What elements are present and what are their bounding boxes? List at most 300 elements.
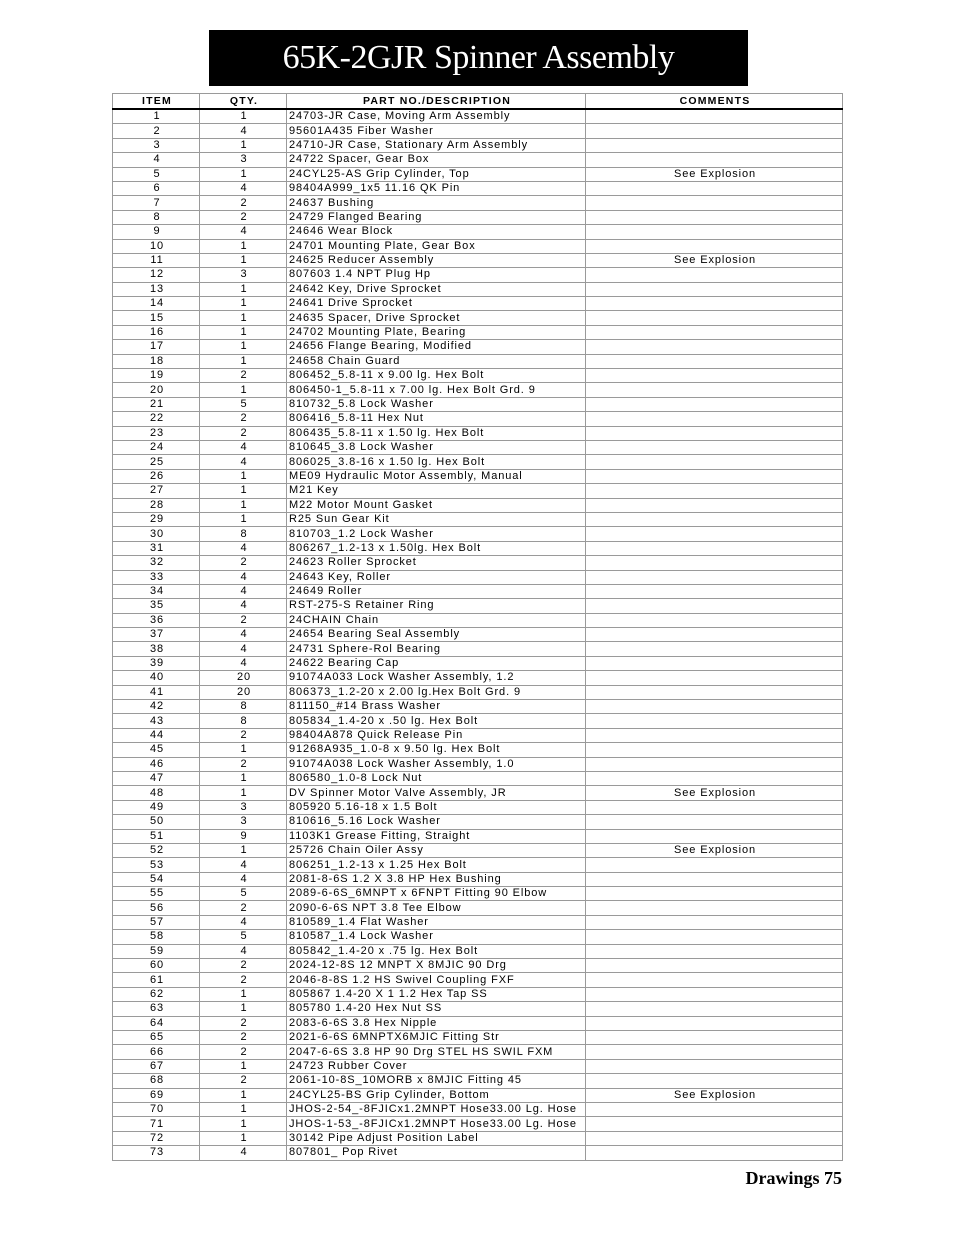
table-row xyxy=(113,829,843,843)
header-comments: COMMENTS xyxy=(586,94,843,110)
table-row xyxy=(113,225,843,239)
comments-cell xyxy=(586,815,843,829)
comments-cell xyxy=(586,1146,843,1160)
description-cell: 98404A878 Quick Release Pin xyxy=(287,728,586,742)
item-number-cell: 71 xyxy=(113,1117,200,1131)
item-number-cell: 26 xyxy=(113,469,200,483)
quantity-cell: 4 xyxy=(200,642,287,656)
quantity-cell: 1 xyxy=(200,843,287,857)
description-cell: RST-275-S Retainer Ring xyxy=(287,599,586,613)
comments-cell xyxy=(586,138,843,152)
quantity-cell: 1 xyxy=(200,109,287,124)
item-number-cell: 24 xyxy=(113,440,200,454)
item-number-cell: 14 xyxy=(113,297,200,311)
table-row xyxy=(113,412,843,426)
description-cell: 805842_1.4-20 x .75 lg. Hex Bolt xyxy=(287,944,586,958)
quantity-cell: 1 xyxy=(200,1002,287,1016)
quantity-cell: 5 xyxy=(200,397,287,411)
table-row xyxy=(113,181,843,195)
item-number-cell: 18 xyxy=(113,354,200,368)
item-number-cell: 34 xyxy=(113,584,200,598)
description-cell: 810589_1.4 Flat Washer xyxy=(287,915,586,929)
item-number-cell: 59 xyxy=(113,944,200,958)
description-cell: 91074A033 Lock Washer Assembly, 1.2 xyxy=(287,671,586,685)
item-number-cell: 56 xyxy=(113,901,200,915)
quantity-cell: 1 xyxy=(200,282,287,296)
comments-cell xyxy=(586,959,843,973)
comments-cell xyxy=(586,196,843,210)
table-row xyxy=(113,959,843,973)
quantity-cell: 1 xyxy=(200,167,287,181)
comments-cell xyxy=(586,325,843,339)
description-cell: 24622 Bearing Cap xyxy=(287,656,586,670)
table-row xyxy=(113,325,843,339)
item-number-cell: 30 xyxy=(113,527,200,541)
quantity-cell: 1 xyxy=(200,786,287,800)
quantity-cell: 1 xyxy=(200,311,287,325)
comments-cell xyxy=(586,369,843,383)
quantity-cell: 4 xyxy=(200,181,287,195)
quantity-cell: 2 xyxy=(200,210,287,224)
table-row xyxy=(113,455,843,469)
comments-cell xyxy=(586,743,843,757)
comments-cell xyxy=(586,181,843,195)
description-cell: 806025_3.8-16 x 1.50 lg. Hex Bolt xyxy=(287,455,586,469)
description-cell: 24658 Chain Guard xyxy=(287,354,586,368)
item-number-cell: 2 xyxy=(113,124,200,138)
comments-cell xyxy=(586,1074,843,1088)
comments-cell xyxy=(586,1002,843,1016)
item-number-cell: 13 xyxy=(113,282,200,296)
comments-cell xyxy=(586,915,843,929)
item-number-cell: 17 xyxy=(113,340,200,354)
item-number-cell: 73 xyxy=(113,1146,200,1160)
description-cell: 24703-JR Case, Moving Arm Assembly xyxy=(287,109,586,124)
table-row xyxy=(113,628,843,642)
table-row xyxy=(113,109,843,124)
item-number-cell: 42 xyxy=(113,700,200,714)
comments-cell: See Explosion xyxy=(586,167,843,181)
description-cell: 2089-6-6S_6MNPT x 6FNPT Fitting 90 Elbow xyxy=(287,887,586,901)
table-row xyxy=(113,239,843,253)
comments-cell xyxy=(586,124,843,138)
item-number-cell: 60 xyxy=(113,959,200,973)
quantity-cell: 4 xyxy=(200,584,287,598)
description-cell: 806416_5.8-11 Hex Nut xyxy=(287,412,586,426)
comments-cell xyxy=(586,570,843,584)
quantity-cell: 2 xyxy=(200,196,287,210)
table-row xyxy=(113,1131,843,1145)
quantity-cell: 2 xyxy=(200,369,287,383)
item-number-cell: 16 xyxy=(113,325,200,339)
table-row xyxy=(113,1074,843,1088)
table-header-row xyxy=(113,94,843,110)
description-cell: 805834_1.4-20 x .50 lg. Hex Bolt xyxy=(287,714,586,728)
table-row xyxy=(113,743,843,757)
description-cell: 2046-8-8S 1.2 HS Swivel Coupling FXF xyxy=(287,973,586,987)
item-number-cell: 36 xyxy=(113,613,200,627)
description-cell: 806373_1.2-20 x 2.00 lg.Hex Bolt Grd. 9 xyxy=(287,685,586,699)
comments-cell xyxy=(586,239,843,253)
quantity-cell: 2 xyxy=(200,556,287,570)
comments-cell xyxy=(586,383,843,397)
comments-cell xyxy=(586,210,843,224)
quantity-cell: 4 xyxy=(200,599,287,613)
quantity-cell: 1 xyxy=(200,1131,287,1145)
table-row xyxy=(113,268,843,282)
table-row xyxy=(113,1016,843,1030)
comments-cell: See Explosion xyxy=(586,253,843,267)
page-footer: Drawings 75 xyxy=(745,1168,842,1188)
comments-cell xyxy=(586,901,843,915)
quantity-cell: 4 xyxy=(200,1146,287,1160)
description-cell: 810703_1.2 Lock Washer xyxy=(287,527,586,541)
table-row xyxy=(113,872,843,886)
table-row xyxy=(113,196,843,210)
description-cell: 806450-1_5.8-11 x 7.00 lg. Hex Bolt Grd. 9 xyxy=(287,383,586,397)
quantity-cell: 4 xyxy=(200,124,287,138)
table-row xyxy=(113,887,843,901)
table-row xyxy=(113,671,843,685)
description-cell: 2061-10-8S_10MORB x 8MJIC Fitting 45 xyxy=(287,1074,586,1088)
item-number-cell: 40 xyxy=(113,671,200,685)
description-cell: 30142 Pipe Adjust Position Label xyxy=(287,1131,586,1145)
comments-cell: See Explosion xyxy=(586,1088,843,1102)
item-number-cell: 38 xyxy=(113,642,200,656)
item-number-cell: 51 xyxy=(113,829,200,843)
comments-cell xyxy=(586,1016,843,1030)
quantity-cell: 2 xyxy=(200,728,287,742)
comments-cell xyxy=(586,1117,843,1131)
table-row xyxy=(113,484,843,498)
table-row xyxy=(113,282,843,296)
table-row xyxy=(113,469,843,483)
description-cell: 807603 1.4 NPT Plug Hp xyxy=(287,268,586,282)
item-number-cell: 28 xyxy=(113,498,200,512)
quantity-cell: 1 xyxy=(200,340,287,354)
item-number-cell: 33 xyxy=(113,570,200,584)
table-row xyxy=(113,1117,843,1131)
description-cell: 2024-12-8S 12 MNPT X 8MJIC 90 Drg xyxy=(287,959,586,973)
table-row xyxy=(113,757,843,771)
table-row xyxy=(113,915,843,929)
table-row xyxy=(113,1002,843,1016)
item-number-cell: 23 xyxy=(113,426,200,440)
quantity-cell: 8 xyxy=(200,714,287,728)
quantity-cell: 2 xyxy=(200,426,287,440)
description-cell: M22 Motor Mount Gasket xyxy=(287,498,586,512)
table-row xyxy=(113,541,843,555)
quantity-cell: 1 xyxy=(200,469,287,483)
comments-cell xyxy=(586,1131,843,1145)
comments-cell xyxy=(586,527,843,541)
item-number-cell: 7 xyxy=(113,196,200,210)
description-cell: 24723 Rubber Cover xyxy=(287,1059,586,1073)
quantity-cell: 1 xyxy=(200,297,287,311)
table-row xyxy=(113,714,843,728)
quantity-cell: 1 xyxy=(200,383,287,397)
table-row xyxy=(113,556,843,570)
quantity-cell: 5 xyxy=(200,930,287,944)
quantity-cell: 9 xyxy=(200,829,287,843)
table-row xyxy=(113,1045,843,1059)
table-row xyxy=(113,973,843,987)
quantity-cell: 1 xyxy=(200,354,287,368)
header-qty: QTY. xyxy=(200,94,287,110)
description-cell: 2090-6-6S NPT 3.8 Tee Elbow xyxy=(287,901,586,915)
quantity-cell: 3 xyxy=(200,153,287,167)
quantity-cell: 4 xyxy=(200,858,287,872)
item-number-cell: 47 xyxy=(113,771,200,785)
comments-cell xyxy=(586,973,843,987)
item-number-cell: 29 xyxy=(113,512,200,526)
comments-cell xyxy=(586,642,843,656)
parts-table-body xyxy=(113,109,843,1160)
quantity-cell: 20 xyxy=(200,685,287,699)
comments-cell xyxy=(586,1031,843,1045)
table-row xyxy=(113,167,843,181)
quantity-cell: 1 xyxy=(200,1059,287,1073)
item-number-cell: 22 xyxy=(113,412,200,426)
quantity-cell: 1 xyxy=(200,1117,287,1131)
quantity-cell: 2 xyxy=(200,412,287,426)
item-number-cell: 21 xyxy=(113,397,200,411)
item-number-cell: 37 xyxy=(113,628,200,642)
item-number-cell: 15 xyxy=(113,311,200,325)
quantity-cell: 4 xyxy=(200,440,287,454)
comments-cell: See Explosion xyxy=(586,843,843,857)
table-row xyxy=(113,527,843,541)
item-number-cell: 68 xyxy=(113,1074,200,1088)
quantity-cell: 2 xyxy=(200,959,287,973)
quantity-cell: 1 xyxy=(200,239,287,253)
comments-cell xyxy=(586,1102,843,1116)
comments-cell xyxy=(586,613,843,627)
description-cell: 24729 Flanged Bearing xyxy=(287,210,586,224)
item-number-cell: 70 xyxy=(113,1102,200,1116)
quantity-cell: 8 xyxy=(200,527,287,541)
table-row xyxy=(113,340,843,354)
quantity-cell: 4 xyxy=(200,570,287,584)
item-number-cell: 39 xyxy=(113,656,200,670)
item-number-cell: 44 xyxy=(113,728,200,742)
quantity-cell: 3 xyxy=(200,815,287,829)
quantity-cell: 4 xyxy=(200,915,287,929)
item-number-cell: 4 xyxy=(113,153,200,167)
description-cell: 24731 Sphere-Rol Bearing xyxy=(287,642,586,656)
comments-cell xyxy=(586,829,843,843)
table-row xyxy=(113,153,843,167)
description-cell: 24710-JR Case, Stationary Arm Assembly xyxy=(287,138,586,152)
comments-cell xyxy=(586,1045,843,1059)
item-number-cell: 67 xyxy=(113,1059,200,1073)
comments-cell xyxy=(586,354,843,368)
quantity-cell: 4 xyxy=(200,944,287,958)
description-cell: 24701 Mounting Plate, Gear Box xyxy=(287,239,586,253)
item-number-cell: 27 xyxy=(113,484,200,498)
item-number-cell: 32 xyxy=(113,556,200,570)
item-number-cell: 45 xyxy=(113,743,200,757)
description-cell: 2081-8-6S 1.2 X 3.8 HP Hex Bushing xyxy=(287,872,586,886)
comments-cell xyxy=(586,685,843,699)
quantity-cell: 4 xyxy=(200,628,287,642)
quantity-cell: 8 xyxy=(200,700,287,714)
item-number-cell: 31 xyxy=(113,541,200,555)
comments-cell xyxy=(586,109,843,124)
description-cell: JHOS-2-54_-8FJICx1.2MNPT Hose33.00 Lg. Hose xyxy=(287,1102,586,1116)
table-row xyxy=(113,1059,843,1073)
quantity-cell: 1 xyxy=(200,253,287,267)
item-number-cell: 63 xyxy=(113,1002,200,1016)
description-cell: 810587_1.4 Lock Washer xyxy=(287,930,586,944)
item-number-cell: 20 xyxy=(113,383,200,397)
comments-cell xyxy=(586,498,843,512)
table-row xyxy=(113,858,843,872)
description-cell: 24642 Key, Drive Sprocket xyxy=(287,282,586,296)
quantity-cell: 2 xyxy=(200,1031,287,1045)
comments-cell xyxy=(586,599,843,613)
description-cell: 25726 Chain Oiler Assy xyxy=(287,843,586,857)
description-cell: 24702 Mounting Plate, Bearing xyxy=(287,325,586,339)
table-row xyxy=(113,570,843,584)
description-cell: JHOS-1-53_-8FJICx1.2MNPT Hose33.00 Lg. Hose xyxy=(287,1117,586,1131)
quantity-cell: 1 xyxy=(200,325,287,339)
item-number-cell: 12 xyxy=(113,268,200,282)
item-number-cell: 72 xyxy=(113,1131,200,1145)
description-cell: 91268A935_1.0-8 x 9.50 lg. Hex Bolt xyxy=(287,743,586,757)
description-cell: 24CYL25-BS Grip Cylinder, Bottom xyxy=(287,1088,586,1102)
table-row xyxy=(113,843,843,857)
item-number-cell: 65 xyxy=(113,1031,200,1045)
comments-cell xyxy=(586,987,843,1001)
comments-cell xyxy=(586,440,843,454)
quantity-cell: 4 xyxy=(200,541,287,555)
comments-cell xyxy=(586,397,843,411)
comments-cell xyxy=(586,282,843,296)
description-cell: 24643 Key, Roller xyxy=(287,570,586,584)
comments-cell xyxy=(586,771,843,785)
item-number-cell: 25 xyxy=(113,455,200,469)
description-cell: 805780 1.4-20 Hex Nut SS xyxy=(287,1002,586,1016)
description-cell: DV Spinner Motor Valve Assembly, JR xyxy=(287,786,586,800)
description-cell: 2083-6-6S 3.8 Hex Nipple xyxy=(287,1016,586,1030)
quantity-cell: 1 xyxy=(200,498,287,512)
quantity-cell: 2 xyxy=(200,901,287,915)
comments-cell xyxy=(586,153,843,167)
comments-cell xyxy=(586,584,843,598)
comments-cell xyxy=(586,426,843,440)
table-row xyxy=(113,685,843,699)
table-row xyxy=(113,498,843,512)
description-cell: 24641 Drive Sprocket xyxy=(287,297,586,311)
table-row xyxy=(113,311,843,325)
comments-cell xyxy=(586,930,843,944)
description-cell: 805920 5.16-18 x 1.5 Bolt xyxy=(287,800,586,814)
table-row xyxy=(113,815,843,829)
comments-cell xyxy=(586,512,843,526)
comments-cell xyxy=(586,455,843,469)
quantity-cell: 1 xyxy=(200,1102,287,1116)
item-number-cell: 57 xyxy=(113,915,200,929)
quantity-cell: 1 xyxy=(200,138,287,152)
description-cell: 806267_1.2-13 x 1.50lg. Hex Bolt xyxy=(287,541,586,555)
quantity-cell: 1 xyxy=(200,771,287,785)
quantity-cell: 2 xyxy=(200,1074,287,1088)
item-number-cell: 46 xyxy=(113,757,200,771)
description-cell: R25 Sun Gear Kit xyxy=(287,512,586,526)
comments-cell xyxy=(586,340,843,354)
description-cell: 806580_1.0-8 Lock Nut xyxy=(287,771,586,785)
table-row xyxy=(113,800,843,814)
description-cell: M21 Key xyxy=(287,484,586,498)
table-row xyxy=(113,1088,843,1102)
item-number-cell: 69 xyxy=(113,1088,200,1102)
item-number-cell: 62 xyxy=(113,987,200,1001)
table-row xyxy=(113,440,843,454)
description-cell: 806452_5.8-11 x 9.00 lg. Hex Bolt xyxy=(287,369,586,383)
comments-cell xyxy=(586,1059,843,1073)
description-cell: 810616_5.16 Lock Washer xyxy=(287,815,586,829)
item-number-cell: 66 xyxy=(113,1045,200,1059)
table-row xyxy=(113,728,843,742)
item-number-cell: 49 xyxy=(113,800,200,814)
table-row xyxy=(113,642,843,656)
table-row xyxy=(113,397,843,411)
description-cell: 24649 Roller xyxy=(287,584,586,598)
comments-cell xyxy=(586,484,843,498)
description-cell: 24637 Bushing xyxy=(287,196,586,210)
table-row xyxy=(113,210,843,224)
header-description: PART NO./DESCRIPTION xyxy=(287,94,586,110)
item-number-cell: 9 xyxy=(113,225,200,239)
table-row xyxy=(113,987,843,1001)
comments-cell xyxy=(586,800,843,814)
table-row xyxy=(113,383,843,397)
parts-table xyxy=(112,93,843,1161)
quantity-cell: 2 xyxy=(200,1045,287,1059)
quantity-cell: 5 xyxy=(200,887,287,901)
page-title: 65K-2GJR Spinner Assembly xyxy=(209,30,748,86)
comments-cell xyxy=(586,872,843,886)
item-number-cell: 8 xyxy=(113,210,200,224)
description-cell: 806251_1.2-13 x 1.25 Hex Bolt xyxy=(287,858,586,872)
comments-cell xyxy=(586,225,843,239)
comments-cell xyxy=(586,469,843,483)
comments-cell: See Explosion xyxy=(586,786,843,800)
item-number-cell: 61 xyxy=(113,973,200,987)
comments-cell xyxy=(586,714,843,728)
header-item: ITEM xyxy=(113,94,200,110)
table-row xyxy=(113,253,843,267)
comments-cell xyxy=(586,541,843,555)
table-row xyxy=(113,1146,843,1160)
quantity-cell: 2 xyxy=(200,973,287,987)
table-row xyxy=(113,512,843,526)
description-cell: 807801_ Pop Rivet xyxy=(287,1146,586,1160)
comments-cell xyxy=(586,412,843,426)
table-row xyxy=(113,1102,843,1116)
item-number-cell: 53 xyxy=(113,858,200,872)
comments-cell xyxy=(586,628,843,642)
quantity-cell: 2 xyxy=(200,613,287,627)
quantity-cell: 1 xyxy=(200,987,287,1001)
item-number-cell: 54 xyxy=(113,872,200,886)
description-cell: 811150_#14 Brass Washer xyxy=(287,700,586,714)
item-number-cell: 52 xyxy=(113,843,200,857)
comments-cell xyxy=(586,858,843,872)
table-row xyxy=(113,700,843,714)
description-cell: 95601A435 Fiber Washer xyxy=(287,124,586,138)
